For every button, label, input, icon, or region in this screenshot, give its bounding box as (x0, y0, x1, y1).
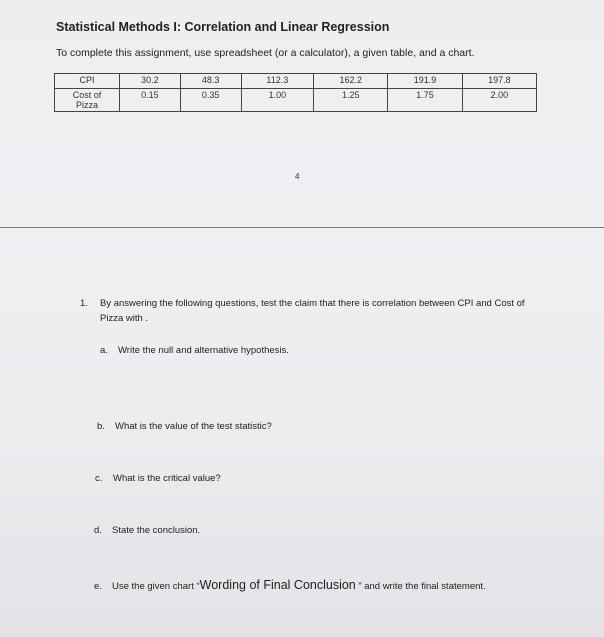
table-cell: 0.15 (120, 89, 181, 112)
table-cell: 162.2 (314, 74, 388, 89)
page-title: Statistical Methods I: Correlation and Linear Regression (56, 20, 390, 34)
page-number: 4 (295, 172, 300, 181)
table-cell: 2.00 (462, 89, 536, 112)
row-label-cpi: CPI (55, 74, 120, 89)
part-b-text: What is the value of the test statistic? (115, 421, 272, 432)
question-part-d (94, 525, 200, 536)
table-cell: 1.75 (388, 89, 462, 112)
data-table (54, 73, 537, 112)
part-c-text: What is the critical value? (113, 473, 221, 484)
table-cell: 48.3 (180, 74, 241, 89)
part-a-letter: a. (100, 345, 108, 356)
table-row-cpi (55, 74, 537, 89)
part-c-letter: c. (95, 473, 103, 484)
table-row-cost (55, 89, 537, 112)
question-part-a (100, 345, 289, 356)
row-label-cost (55, 89, 120, 112)
question-1-number: 1. (80, 298, 88, 309)
table-cell: 112.3 (241, 74, 313, 89)
question-part-c (95, 473, 221, 484)
page-divider (0, 227, 604, 228)
table-cell: 1.25 (314, 89, 388, 112)
part-d-text: State the conclusion. (112, 525, 201, 536)
part-d-letter: d. (94, 525, 102, 536)
row-label-cost-line1: Cost of (72, 90, 102, 100)
part-a-text: Write the null and alternative hypothesis. (118, 345, 289, 356)
table-cell: 1.00 (241, 89, 313, 112)
part-e-text-post: ” and write the final statement. (355, 581, 486, 592)
table-cell: 30.2 (120, 74, 181, 89)
table-cell: 197.8 (462, 74, 536, 89)
part-b-letter: b. (97, 421, 105, 432)
question-part-e (94, 578, 486, 592)
part-e-chart-name: Wording of Final Conclusion (199, 578, 356, 592)
part-e-text-pre: Use the given chart “ (112, 581, 200, 592)
question-1 (80, 296, 550, 326)
question-1-text: By answering the following questions, test the claim that there is correlation between CPI and Cost of Pizza with . (100, 298, 525, 324)
instructions-text: To complete this assignment, use spreadsheet (or a calculator), a given table, and a chart. (56, 47, 475, 59)
table-cell: 191.9 (388, 74, 462, 89)
row-label-cost-line2: Pizza (75, 100, 98, 110)
question-part-b (97, 421, 272, 432)
part-e-letter: e. (94, 581, 102, 592)
table-cell: 0.35 (180, 89, 241, 112)
